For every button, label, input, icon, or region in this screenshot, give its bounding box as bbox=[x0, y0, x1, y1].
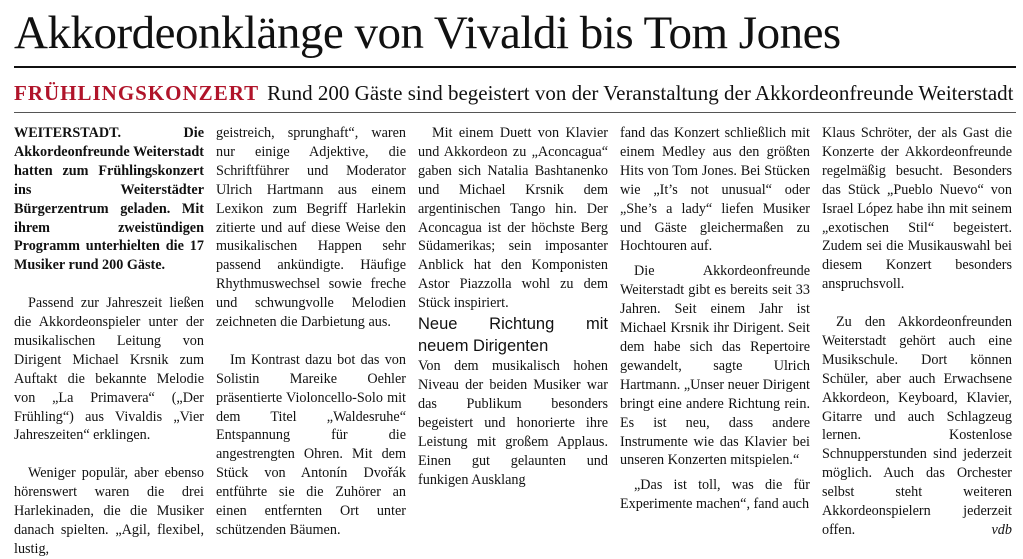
subheadline-rule bbox=[14, 112, 1016, 113]
paragraph: Weniger populär, aber ebenso hörenswert waren die drei Harlekinaden, die die Musiker danach spielten. „Agil, flexibel, lustig, bbox=[14, 465, 204, 557]
article-column-4 bbox=[620, 124, 810, 514]
paragraph: „Das ist toll, was die für Experimente machen“, fand auch bbox=[620, 477, 810, 513]
article-column-5 bbox=[822, 124, 1012, 540]
interheadline: Neue Richtung mit neuem Dirigenten bbox=[418, 315, 608, 356]
article-column-1 bbox=[14, 124, 204, 559]
paragraph: geistreich, sprunghaft“, waren nur einige Adjektive, die Schriftführer und Moderator Ulrich Hartmann aus einem Lexikon zum Begriff Harlekin zitierte und auf diese Weise den musikalischen Happen sehr passend ankündigte. Häufige Rhythmuswechsel sowie freche und schwungvolle Melodien zeichneten die Darbietung aus. bbox=[216, 125, 406, 331]
headline: Akkordeonklänge von Vivaldi bis Tom Jones bbox=[14, 7, 841, 59]
paragraph bbox=[822, 313, 1012, 540]
paragraph: Passend zur Jahreszeit ließen die Akkordeonspieler unter der musikalischen Leitung von Dirigent Michael Krsnik zum Auftakt die bekannte Melodie von „La Primavera“ („Der Frühling“) aus Vivaldis „Vier Jahreszeiten“ erklingen. bbox=[14, 295, 204, 444]
paragraph: Im Kontrast dazu bot das von Solistin Mareike Oehler präsentierte Violoncello-Solo mit dem Titel „Waldesruhe“ Entspannung für die angestrengten Ohren. Mit dem Stück von Antonín Dvořák entführte sie die Zuhörer an einen entfernten Ort unter schützenden Bäumen. bbox=[216, 351, 406, 539]
paragraph-text: Zu den Akkordeonfreunden Weiterstadt gehört auch eine Musikschule. Dort können Schüler, aber auch Erwachsene Akkordeon, Keyboard, Klavier, Gitarre und auch Schlagzeug lernen. Kostenlose Schnupperstunden sind jederzeit möglich. Auch das Orchester selbst steht weiteren Akkordeonspielern jederzeit offen. bbox=[822, 314, 1012, 539]
paragraph: fand das Konzert schließlich mit einem Medley aus den größten Hits von Tom Jones. Bei Stücken wie „It’s not unusual“ oder „She’s a lady“ liefen Musiker und Gäste gleichermaßen zu Hochtouren auf. bbox=[620, 125, 810, 255]
paragraph: Die Akkordeonfreunde Weiterstadt gibt es bereits seit 33 Jahren. Seit einem Jahr ist Michael Krsnik ihr Dirigent. Seit dem habe sich das Repertoire gewandelt, sagte Ulrich Hartmann. „Unser neuer Dirigent bringt eine andere Richtung rein. Es ist neu, dass andere Instrumente wie das Klavier bei unseren Konzerten mitspielen.“ bbox=[620, 263, 810, 469]
author-initials: vdb bbox=[991, 522, 1012, 539]
paragraph: Von dem musikalisch hohen Niveau der beiden Musiker war das Publikum besonders begeistert und honorierte ihre Leistung mit großem Applaus. Einen gut gelaunten und funkigen Ausklang bbox=[418, 358, 608, 488]
article-column-2 bbox=[216, 124, 406, 540]
subheadline-text: Rund 200 Gäste sind begeistert von der Veranstaltung der Akkordeonfreunde Weiterstadt bbox=[267, 81, 1014, 105]
subheadline bbox=[14, 80, 1014, 106]
kicker: FRÜHLINGSKONZERT bbox=[14, 81, 260, 105]
paragraph: Mit einem Duett von Klavier und Akkordeon zu „Aconcagua“ gaben sich Natalia Bashtanenko und Michael Krsnik dem argentinischen Tango hin. Der Aconcagua ist der höchste Berg Südamerikas; sein imposanter Anblick hat den Komponisten Astor Piazzolla wohl zu dem Stück inspiriert. bbox=[418, 125, 608, 312]
headline-rule bbox=[14, 66, 1016, 68]
paragraph: Klaus Schröter, der als Gast die Konzerte der Akkordeonfreunde regelmäßig besucht. Besonders das Stück „Pueblo Nuevo“ von Israel López habe ihn mit seinem „exotischen Stil“ begeistert. Zudem sei die Musikauswahl bei diesem Konzert besonders anspruchsvoll. bbox=[822, 125, 1012, 293]
lead-paragraph: WEITERSTADT. Die Akkordeonfreunde Weiterstadt hatten zum Frühlingskonzert ins Weiterstädter Bürgerzentrum geladen. Mit ihrem zweistündigen Programm unterhielten die 17 Musiker rund 200 Gäste. bbox=[14, 125, 204, 274]
article-column-3 bbox=[418, 124, 608, 489]
